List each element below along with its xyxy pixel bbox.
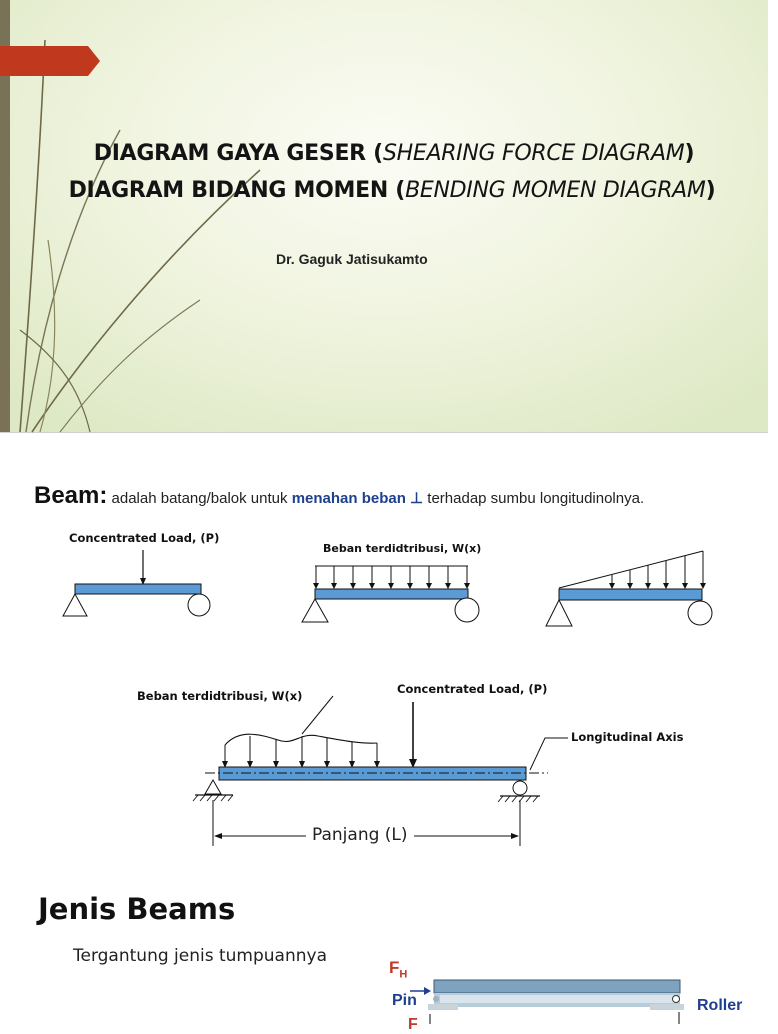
beam-term: Beam: bbox=[34, 482, 108, 509]
beam-slide bbox=[0, 448, 768, 1033]
author-name: Dr. Gaguk Jatisukamto bbox=[276, 251, 428, 267]
pin-roller-illustration bbox=[410, 980, 684, 1024]
label-concentrated-load-1: Concentrated Load, (P) bbox=[69, 531, 220, 545]
label-length: Panjang (L) bbox=[306, 825, 414, 845]
beam-diagram-uniform-load bbox=[302, 566, 479, 622]
label-pin: Pin bbox=[392, 992, 417, 1009]
label-roller: Roller bbox=[697, 997, 743, 1014]
beam-highlight: menahan beban bbox=[291, 490, 406, 507]
title-slide bbox=[0, 0, 768, 433]
label-fh: $F_H$ bbox=[389, 958, 408, 981]
label-concentrated-load-2: Concentrated Load, (P) bbox=[397, 682, 548, 696]
beam-diagram-concentrated bbox=[63, 550, 210, 616]
label-longitudinal-axis: Longitudinal Axis bbox=[571, 730, 684, 744]
section-title-jenis-beams: Jenis Beams bbox=[38, 892, 236, 926]
section-subtitle: Tergantung jenis tumpuannya bbox=[73, 946, 327, 966]
label-distributed-load-1: Beban terdidtribusi, W(x) bbox=[323, 542, 482, 555]
title-line-2: DIAGRAM BIDANG MOMEN (BENDING MOMEN DIAGRAM) bbox=[68, 178, 716, 203]
title-line-1: DIAGRAM GAYA GESER (SHEARING FORCE DIAGRAM) bbox=[93, 141, 695, 166]
label-distributed-load-2: Beban terdidtribusi, W(x) bbox=[137, 689, 303, 703]
decorative-curves bbox=[0, 0, 768, 432]
beam-diagram-combined bbox=[193, 696, 568, 846]
accent-arrow-shape bbox=[0, 46, 100, 76]
beam-definition: Beam: adalah batang/balok untuk menahan beban ⊥ terhadap sumbu longitudinolnya. bbox=[34, 482, 645, 509]
label-fv: F bbox=[408, 1016, 418, 1033]
beam-diagram-triangular-load bbox=[546, 551, 712, 626]
